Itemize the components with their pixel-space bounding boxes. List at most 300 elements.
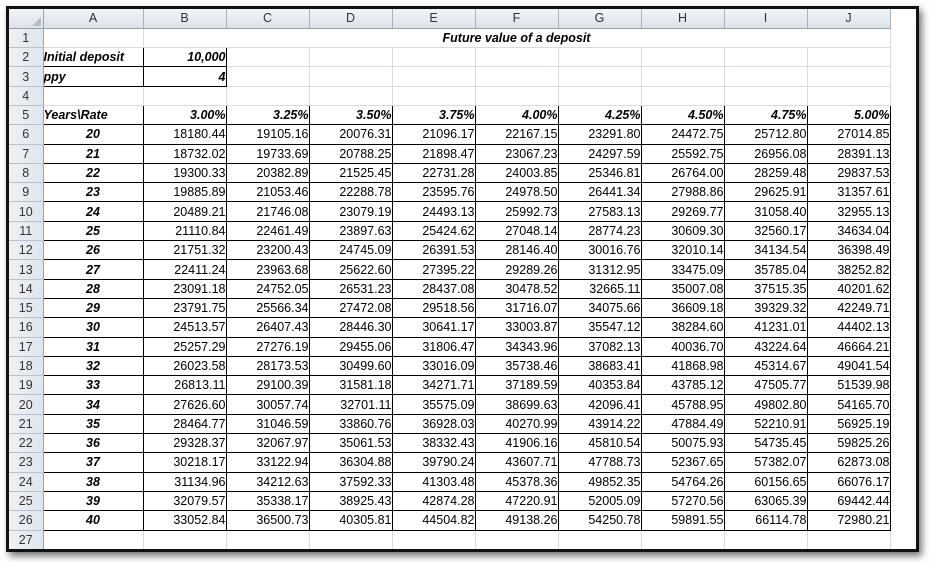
value-cell[interactable]: 45810.54 (558, 434, 641, 453)
row-header[interactable]: 2 (9, 48, 43, 67)
sheet-title[interactable]: Future value of a deposit (143, 28, 890, 47)
value-cell[interactable]: 21053.46 (226, 183, 309, 202)
value-cell[interactable]: 54764.26 (641, 472, 724, 491)
value-cell[interactable]: 26813.11 (143, 376, 226, 395)
year-cell[interactable]: 20 (43, 125, 143, 144)
rate-header[interactable]: 5.00% (807, 105, 890, 124)
value-cell[interactable]: 31806.47 (392, 337, 475, 356)
year-cell[interactable]: 29 (43, 298, 143, 317)
row-header[interactable]: 3 (9, 67, 43, 86)
value-cell[interactable]: 37082.13 (558, 337, 641, 356)
value-cell[interactable]: 22731.28 (392, 163, 475, 182)
value-cell[interactable]: 31581.18 (309, 376, 392, 395)
value-cell[interactable]: 18180.44 (143, 125, 226, 144)
value-cell[interactable]: 41868.98 (641, 356, 724, 375)
value-cell[interactable]: 52210.91 (724, 414, 807, 433)
value-cell[interactable]: 62873.08 (807, 453, 890, 472)
value-cell[interactable]: 41231.01 (724, 318, 807, 337)
row-header[interactable]: 12 (9, 241, 43, 260)
value-cell[interactable]: 26407.43 (226, 318, 309, 337)
value-cell[interactable]: 28259.48 (724, 163, 807, 182)
value-cell[interactable]: 38284.60 (641, 318, 724, 337)
value-cell[interactable]: 20489.21 (143, 202, 226, 221)
cell[interactable] (143, 86, 226, 105)
row-header[interactable]: 5 (9, 105, 43, 124)
years-rate-label[interactable]: Years\Rate (43, 105, 143, 124)
year-cell[interactable]: 24 (43, 202, 143, 221)
cell[interactable] (641, 530, 724, 549)
cell[interactable] (392, 48, 475, 67)
value-cell[interactable]: 59891.55 (641, 511, 724, 530)
value-cell[interactable]: 21110.84 (143, 221, 226, 240)
cell[interactable] (724, 530, 807, 549)
value-cell[interactable]: 29455.06 (309, 337, 392, 356)
value-cell[interactable]: 40305.81 (309, 511, 392, 530)
cell[interactable] (475, 67, 558, 86)
value-cell[interactable]: 35575.09 (392, 395, 475, 414)
value-cell[interactable]: 29837.53 (807, 163, 890, 182)
column-header[interactable]: G (558, 9, 641, 28)
value-cell[interactable]: 57382.07 (724, 453, 807, 472)
value-cell[interactable]: 49041.54 (807, 356, 890, 375)
year-cell[interactable]: 26 (43, 241, 143, 260)
value-cell[interactable]: 54250.78 (558, 511, 641, 530)
value-cell[interactable]: 26531.23 (309, 279, 392, 298)
value-cell[interactable]: 43607.71 (475, 453, 558, 472)
value-cell[interactable]: 26023.58 (143, 356, 226, 375)
value-cell[interactable]: 54735.45 (724, 434, 807, 453)
value-cell[interactable]: 34212.63 (226, 472, 309, 491)
value-cell[interactable]: 18732.02 (143, 144, 226, 163)
value-cell[interactable]: 49138.26 (475, 511, 558, 530)
value-cell[interactable]: 43224.64 (724, 337, 807, 356)
value-cell[interactable]: 21898.47 (392, 144, 475, 163)
value-cell[interactable]: 44504.82 (392, 511, 475, 530)
value-cell[interactable]: 34634.04 (807, 221, 890, 240)
value-cell[interactable]: 28173.53 (226, 356, 309, 375)
value-cell[interactable]: 34075.66 (558, 298, 641, 317)
value-cell[interactable]: 28464.77 (143, 414, 226, 433)
rate-header[interactable]: 4.25% (558, 105, 641, 124)
value-cell[interactable]: 63065.39 (724, 491, 807, 510)
value-cell[interactable]: 24745.09 (309, 241, 392, 260)
cell[interactable] (475, 86, 558, 105)
value-cell[interactable]: 37515.35 (724, 279, 807, 298)
value-cell[interactable]: 45314.67 (724, 356, 807, 375)
value-cell[interactable]: 28437.08 (392, 279, 475, 298)
value-cell[interactable]: 29269.77 (641, 202, 724, 221)
row-header[interactable]: 23 (9, 453, 43, 472)
row-header[interactable]: 27 (9, 530, 43, 549)
value-cell[interactable]: 43785.12 (641, 376, 724, 395)
value-cell[interactable]: 33122.94 (226, 453, 309, 472)
cell[interactable] (309, 530, 392, 549)
value-cell[interactable]: 24978.50 (475, 183, 558, 202)
value-cell[interactable]: 25346.81 (558, 163, 641, 182)
value-cell[interactable]: 38683.41 (558, 356, 641, 375)
column-header[interactable]: I (724, 9, 807, 28)
rate-header[interactable]: 4.00% (475, 105, 558, 124)
value-cell[interactable]: 29100.39 (226, 376, 309, 395)
value-cell[interactable]: 31312.95 (558, 260, 641, 279)
column-header[interactable]: J (807, 9, 890, 28)
cell[interactable] (558, 48, 641, 67)
row-header[interactable]: 20 (9, 395, 43, 414)
value-cell[interactable]: 25622.60 (309, 260, 392, 279)
row-header[interactable]: 14 (9, 279, 43, 298)
column-header[interactable]: D (309, 9, 392, 28)
cell[interactable] (475, 530, 558, 549)
cell[interactable] (43, 530, 143, 549)
value-cell[interactable]: 59825.26 (807, 434, 890, 453)
year-cell[interactable]: 36 (43, 434, 143, 453)
row-header[interactable]: 1 (9, 28, 43, 47)
value-cell[interactable]: 45378.36 (475, 472, 558, 491)
cell[interactable] (724, 48, 807, 67)
value-cell[interactable]: 42874.28 (392, 491, 475, 510)
value-cell[interactable]: 24472.75 (641, 125, 724, 144)
cell-a1[interactable] (43, 28, 143, 47)
cell[interactable] (641, 86, 724, 105)
cell[interactable] (392, 67, 475, 86)
value-cell[interactable]: 35338.17 (226, 491, 309, 510)
value-cell[interactable]: 22167.15 (475, 125, 558, 144)
value-cell[interactable]: 27014.85 (807, 125, 890, 144)
value-cell[interactable]: 28391.13 (807, 144, 890, 163)
value-cell[interactable]: 33016.09 (392, 356, 475, 375)
value-cell[interactable]: 23963.68 (226, 260, 309, 279)
row-header[interactable]: 16 (9, 318, 43, 337)
row-header[interactable]: 10 (9, 202, 43, 221)
value-cell[interactable]: 40270.99 (475, 414, 558, 433)
year-cell[interactable]: 30 (43, 318, 143, 337)
value-cell[interactable]: 47220.91 (475, 491, 558, 510)
row-header[interactable]: 21 (9, 414, 43, 433)
value-cell[interactable]: 66076.17 (807, 472, 890, 491)
value-cell[interactable]: 72980.21 (807, 511, 890, 530)
row-header[interactable]: 4 (9, 86, 43, 105)
year-cell[interactable]: 35 (43, 414, 143, 433)
cell[interactable] (724, 67, 807, 86)
value-cell[interactable]: 33860.76 (309, 414, 392, 433)
cell[interactable] (309, 86, 392, 105)
value-cell[interactable]: 26441.34 (558, 183, 641, 202)
value-cell[interactable]: 19300.33 (143, 163, 226, 182)
cell[interactable] (226, 86, 309, 105)
year-cell[interactable]: 38 (43, 472, 143, 491)
rate-header[interactable]: 3.50% (309, 105, 392, 124)
value-cell[interactable]: 30016.76 (558, 241, 641, 260)
value-cell[interactable]: 38332.43 (392, 434, 475, 453)
value-cell[interactable]: 32701.11 (309, 395, 392, 414)
value-cell[interactable]: 38252.82 (807, 260, 890, 279)
value-cell[interactable]: 23079.19 (309, 202, 392, 221)
column-header[interactable]: E (392, 9, 475, 28)
column-header[interactable]: F (475, 9, 558, 28)
value-cell[interactable]: 36500.73 (226, 511, 309, 530)
cell[interactable] (807, 86, 890, 105)
value-cell[interactable]: 29625.91 (724, 183, 807, 202)
value-cell[interactable]: 42249.71 (807, 298, 890, 317)
value-cell[interactable]: 57270.56 (641, 491, 724, 510)
value-cell[interactable]: 35547.12 (558, 318, 641, 337)
cell[interactable] (558, 67, 641, 86)
value-cell[interactable]: 27395.22 (392, 260, 475, 279)
cell[interactable] (309, 48, 392, 67)
value-cell[interactable]: 19733.69 (226, 144, 309, 163)
value-cell[interactable]: 32010.14 (641, 241, 724, 260)
value-cell[interactable]: 52005.09 (558, 491, 641, 510)
value-cell[interactable]: 69442.44 (807, 491, 890, 510)
value-cell[interactable]: 26956.08 (724, 144, 807, 163)
value-cell[interactable]: 35738.46 (475, 356, 558, 375)
row-header[interactable]: 17 (9, 337, 43, 356)
value-cell[interactable]: 32079.57 (143, 491, 226, 510)
column-header[interactable]: A (43, 9, 143, 28)
value-cell[interactable]: 27276.19 (226, 337, 309, 356)
value-cell[interactable]: 39790.24 (392, 453, 475, 472)
cell[interactable] (641, 48, 724, 67)
row-header[interactable]: 24 (9, 472, 43, 491)
value-cell[interactable]: 27048.14 (475, 221, 558, 240)
value-cell[interactable]: 49852.35 (558, 472, 641, 491)
value-cell[interactable]: 35785.04 (724, 260, 807, 279)
value-cell[interactable]: 44402.13 (807, 318, 890, 337)
value-cell[interactable]: 36304.88 (309, 453, 392, 472)
row-header[interactable]: 19 (9, 376, 43, 395)
value-cell[interactable]: 40036.70 (641, 337, 724, 356)
value-cell[interactable]: 34134.54 (724, 241, 807, 260)
value-cell[interactable]: 30609.30 (641, 221, 724, 240)
value-cell[interactable]: 25424.62 (392, 221, 475, 240)
value-cell[interactable]: 30641.17 (392, 318, 475, 337)
value-cell[interactable]: 22288.78 (309, 183, 392, 202)
value-cell[interactable]: 19885.89 (143, 183, 226, 202)
row-header[interactable]: 11 (9, 221, 43, 240)
year-cell[interactable]: 25 (43, 221, 143, 240)
value-cell[interactable]: 47788.73 (558, 453, 641, 472)
value-cell[interactable]: 24297.59 (558, 144, 641, 163)
value-cell[interactable]: 24752.05 (226, 279, 309, 298)
row-header[interactable]: 18 (9, 356, 43, 375)
value-cell[interactable]: 23595.76 (392, 183, 475, 202)
value-cell[interactable]: 52367.65 (641, 453, 724, 472)
value-cell[interactable]: 32955.13 (807, 202, 890, 221)
value-cell[interactable]: 39329.32 (724, 298, 807, 317)
row-header[interactable]: 6 (9, 125, 43, 144)
cell[interactable] (807, 67, 890, 86)
value-cell[interactable]: 29518.56 (392, 298, 475, 317)
value-cell[interactable]: 31716.07 (475, 298, 558, 317)
year-cell[interactable]: 31 (43, 337, 143, 356)
initial-deposit-value[interactable]: 10,000 (143, 48, 226, 67)
cell[interactable] (392, 86, 475, 105)
value-cell[interactable]: 22461.49 (226, 221, 309, 240)
value-cell[interactable]: 46664.21 (807, 337, 890, 356)
year-cell[interactable]: 34 (43, 395, 143, 414)
year-cell[interactable]: 21 (43, 144, 143, 163)
value-cell[interactable]: 45788.95 (641, 395, 724, 414)
cell[interactable] (807, 530, 890, 549)
value-cell[interactable]: 33003.87 (475, 318, 558, 337)
value-cell[interactable]: 27626.60 (143, 395, 226, 414)
year-cell[interactable]: 32 (43, 356, 143, 375)
year-cell[interactable]: 33 (43, 376, 143, 395)
value-cell[interactable]: 30478.52 (475, 279, 558, 298)
cell[interactable] (392, 530, 475, 549)
cell[interactable] (226, 530, 309, 549)
cell[interactable] (226, 67, 309, 86)
rate-header[interactable]: 4.75% (724, 105, 807, 124)
value-cell[interactable]: 36928.03 (392, 414, 475, 433)
value-cell[interactable]: 33475.09 (641, 260, 724, 279)
value-cell[interactable]: 30499.60 (309, 356, 392, 375)
rate-header[interactable]: 4.50% (641, 105, 724, 124)
value-cell[interactable]: 31134.96 (143, 472, 226, 491)
cell[interactable] (143, 530, 226, 549)
rate-header[interactable]: 3.00% (143, 105, 226, 124)
cell[interactable] (724, 86, 807, 105)
value-cell[interactable]: 40353.84 (558, 376, 641, 395)
year-cell[interactable]: 28 (43, 279, 143, 298)
value-cell[interactable]: 24003.85 (475, 163, 558, 182)
value-cell[interactable]: 56925.19 (807, 414, 890, 433)
value-cell[interactable]: 23291.80 (558, 125, 641, 144)
value-cell[interactable]: 20788.25 (309, 144, 392, 163)
value-cell[interactable]: 29328.37 (143, 434, 226, 453)
value-cell[interactable]: 60156.65 (724, 472, 807, 491)
value-cell[interactable]: 23091.18 (143, 279, 226, 298)
value-cell[interactable]: 40201.62 (807, 279, 890, 298)
rate-header[interactable]: 3.25% (226, 105, 309, 124)
value-cell[interactable]: 25992.73 (475, 202, 558, 221)
value-cell[interactable]: 29289.26 (475, 260, 558, 279)
year-cell[interactable]: 22 (43, 163, 143, 182)
cell[interactable] (641, 67, 724, 86)
year-cell[interactable]: 23 (43, 183, 143, 202)
value-cell[interactable]: 30218.17 (143, 453, 226, 472)
value-cell[interactable]: 38925.43 (309, 491, 392, 510)
row-header[interactable]: 15 (9, 298, 43, 317)
row-header[interactable]: 13 (9, 260, 43, 279)
value-cell[interactable]: 25592.75 (641, 144, 724, 163)
value-cell[interactable]: 28146.40 (475, 241, 558, 260)
value-cell[interactable]: 35061.53 (309, 434, 392, 453)
value-cell[interactable]: 23897.63 (309, 221, 392, 240)
initial-deposit-label[interactable]: Initial deposit (43, 48, 143, 67)
year-cell[interactable]: 39 (43, 491, 143, 510)
value-cell[interactable]: 47505.77 (724, 376, 807, 395)
value-cell[interactable]: 41906.16 (475, 434, 558, 453)
value-cell[interactable]: 23200.43 (226, 241, 309, 260)
value-cell[interactable]: 21525.45 (309, 163, 392, 182)
column-header[interactable]: B (143, 9, 226, 28)
value-cell[interactable]: 27472.08 (309, 298, 392, 317)
cell[interactable] (475, 48, 558, 67)
ppy-label[interactable]: ppy (43, 67, 143, 86)
value-cell[interactable]: 25712.80 (724, 125, 807, 144)
row-header[interactable]: 22 (9, 434, 43, 453)
cell[interactable] (309, 67, 392, 86)
select-all-corner[interactable] (9, 9, 43, 28)
value-cell[interactable]: 42096.41 (558, 395, 641, 414)
value-cell[interactable]: 20076.31 (309, 125, 392, 144)
value-cell[interactable]: 30057.74 (226, 395, 309, 414)
value-cell[interactable]: 27988.86 (641, 183, 724, 202)
cell[interactable] (43, 86, 143, 105)
value-cell[interactable]: 36398.49 (807, 241, 890, 260)
value-cell[interactable]: 32665.11 (558, 279, 641, 298)
rate-header[interactable]: 3.75% (392, 105, 475, 124)
value-cell[interactable]: 50075.93 (641, 434, 724, 453)
value-cell[interactable]: 36609.18 (641, 298, 724, 317)
cell[interactable] (558, 86, 641, 105)
row-header[interactable]: 26 (9, 511, 43, 530)
value-cell[interactable]: 21746.08 (226, 202, 309, 221)
value-cell[interactable]: 20382.89 (226, 163, 309, 182)
value-cell[interactable]: 38699.63 (475, 395, 558, 414)
column-header[interactable]: C (226, 9, 309, 28)
value-cell[interactable]: 22411.24 (143, 260, 226, 279)
value-cell[interactable]: 51539.98 (807, 376, 890, 395)
value-cell[interactable]: 26391.53 (392, 241, 475, 260)
value-cell[interactable]: 26764.00 (641, 163, 724, 182)
value-cell[interactable]: 34271.71 (392, 376, 475, 395)
value-cell[interactable]: 25257.29 (143, 337, 226, 356)
row-header[interactable]: 25 (9, 491, 43, 510)
year-cell[interactable]: 37 (43, 453, 143, 472)
value-cell[interactable]: 28774.23 (558, 221, 641, 240)
row-header[interactable]: 8 (9, 163, 43, 182)
value-cell[interactable]: 31046.59 (226, 414, 309, 433)
year-cell[interactable]: 27 (43, 260, 143, 279)
cell[interactable] (226, 48, 309, 67)
value-cell[interactable]: 32067.97 (226, 434, 309, 453)
value-cell[interactable]: 23791.75 (143, 298, 226, 317)
row-header[interactable]: 7 (9, 144, 43, 163)
row-header[interactable]: 9 (9, 183, 43, 202)
value-cell[interactable]: 25566.34 (226, 298, 309, 317)
value-cell[interactable]: 28446.30 (309, 318, 392, 337)
value-cell[interactable]: 31058.40 (724, 202, 807, 221)
value-cell[interactable]: 32560.17 (724, 221, 807, 240)
value-cell[interactable]: 47884.49 (641, 414, 724, 433)
value-cell[interactable]: 49802.80 (724, 395, 807, 414)
value-cell[interactable]: 23067.23 (475, 144, 558, 163)
ppy-value[interactable]: 4 (143, 67, 226, 86)
year-cell[interactable]: 40 (43, 511, 143, 530)
value-cell[interactable]: 21096.17 (392, 125, 475, 144)
value-cell[interactable]: 31357.61 (807, 183, 890, 202)
value-cell[interactable]: 37592.33 (309, 472, 392, 491)
value-cell[interactable]: 43914.22 (558, 414, 641, 433)
value-cell[interactable]: 37189.59 (475, 376, 558, 395)
value-cell[interactable]: 19105.16 (226, 125, 309, 144)
value-cell[interactable]: 35007.08 (641, 279, 724, 298)
value-cell[interactable]: 41303.48 (392, 472, 475, 491)
cell[interactable] (558, 530, 641, 549)
value-cell[interactable]: 34343.96 (475, 337, 558, 356)
cell[interactable] (807, 48, 890, 67)
value-cell[interactable]: 24513.57 (143, 318, 226, 337)
value-cell[interactable]: 24493.13 (392, 202, 475, 221)
value-cell[interactable]: 21751.32 (143, 241, 226, 260)
value-cell[interactable]: 66114.78 (724, 511, 807, 530)
value-cell[interactable]: 27583.13 (558, 202, 641, 221)
column-header[interactable]: H (641, 9, 724, 28)
value-cell[interactable]: 33052.84 (143, 511, 226, 530)
value-cell[interactable]: 54165.70 (807, 395, 890, 414)
